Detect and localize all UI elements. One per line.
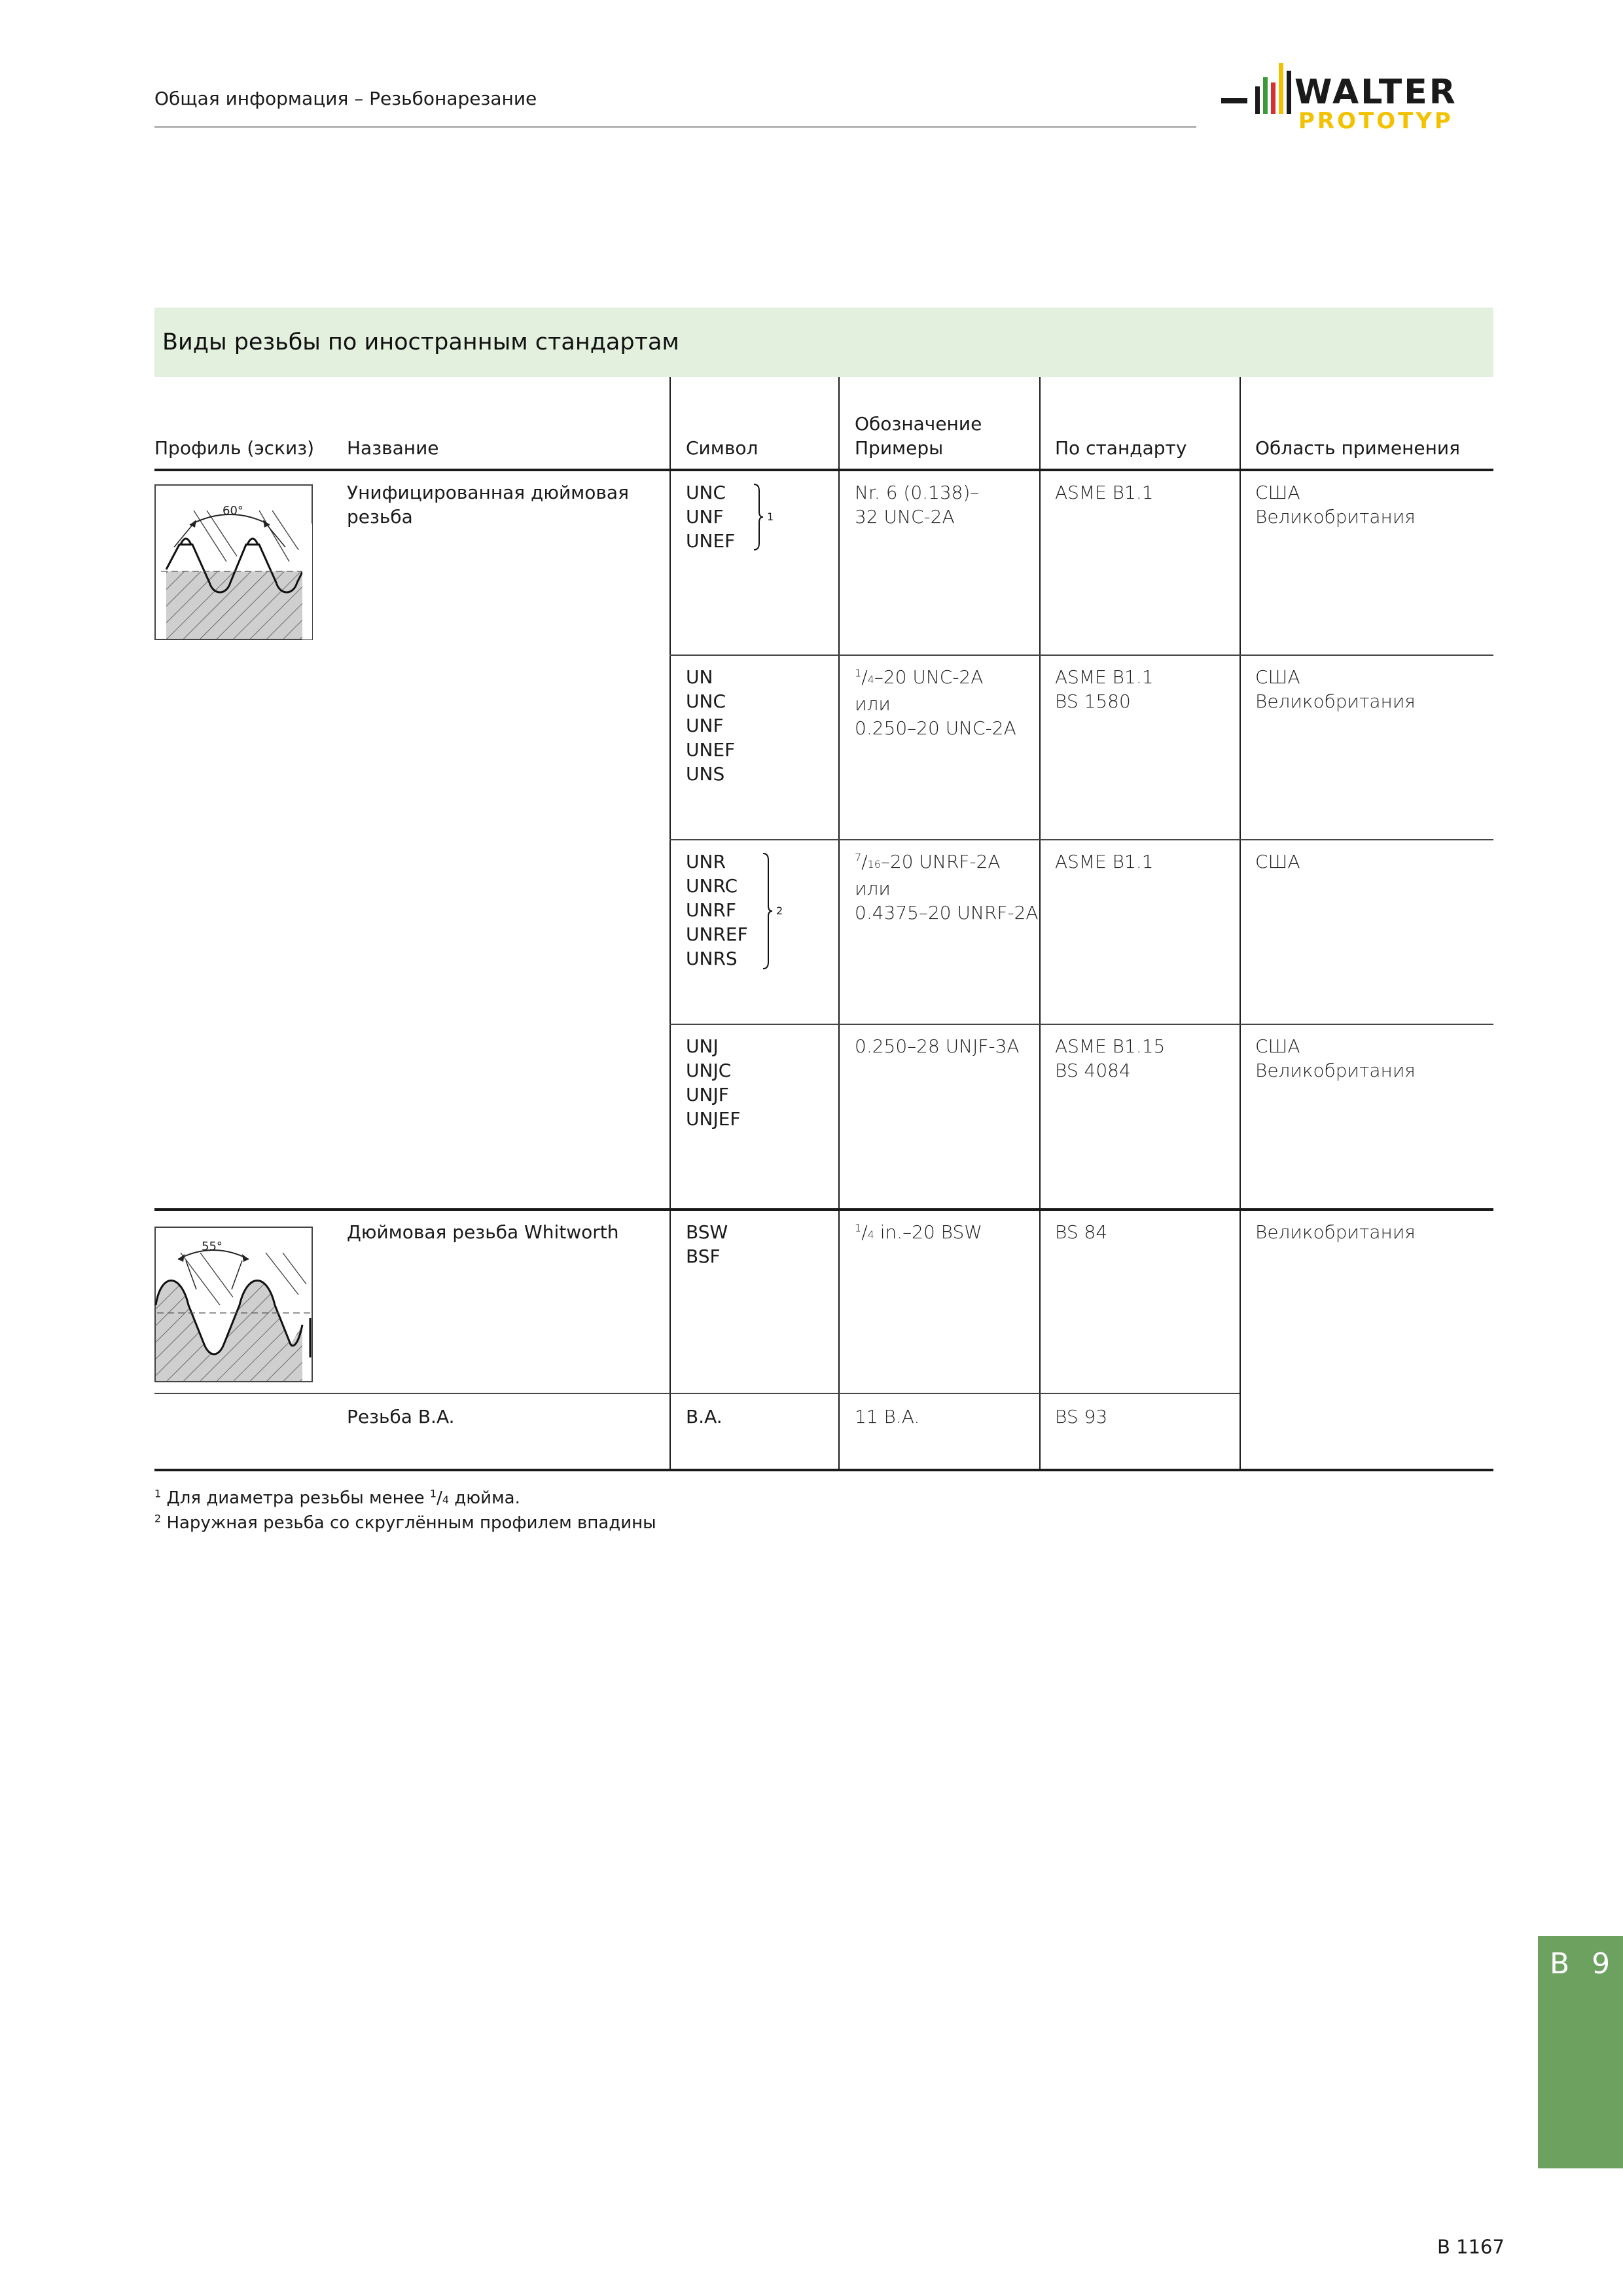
- header-divider: [154, 126, 1196, 128]
- table-bottom-rule: [154, 1469, 1493, 1471]
- row5-name: Дюймовая резьба Whitworth: [347, 1221, 619, 1243]
- row3-symbol-brace: [762, 852, 775, 970]
- col-divider-symbol: [669, 377, 671, 1470]
- footnote-1: $^1$ Для диаметра резьбы менее $^1$/4 дюйма.: [154, 1487, 520, 1508]
- row3-example: $^7$/16–20 UNRF-2A или 0.4375–20 UNRF-2A: [855, 851, 1039, 924]
- group-divider: [154, 1208, 1493, 1211]
- row4-application: США Великобритания: [1255, 1035, 1416, 1081]
- row6-standard: BS 93: [1055, 1406, 1108, 1427]
- row5-standard: BS 84: [1055, 1221, 1108, 1243]
- row6-name: Резьба B.A.: [347, 1406, 455, 1427]
- col-divider-designation: [838, 377, 840, 1470]
- row1-standard: ASME B1.1: [1055, 482, 1154, 503]
- header-standard: По стандарту: [1055, 437, 1187, 459]
- row1-symbols: UNC UNF UNEF: [686, 482, 736, 552]
- row3-standard: ASME B1.1: [1055, 851, 1154, 872]
- row3-application: США: [1255, 851, 1300, 872]
- row-divider: [154, 1393, 1240, 1394]
- row1-brace-mark: 1: [767, 511, 774, 523]
- row4-example: 0.250–28 UNJF-3A: [855, 1035, 1020, 1057]
- section-title: Виды резьбы по иностранным стандартам: [162, 329, 679, 355]
- col-divider-application: [1240, 377, 1241, 1470]
- header-symbol: Символ: [686, 437, 758, 459]
- row-divider: [669, 839, 1493, 840]
- unified-thread-profile-sketch: [154, 484, 313, 640]
- row-divider: [669, 1024, 1493, 1025]
- row6-symbols: B.A.: [686, 1406, 722, 1427]
- header-application: Область применения: [1255, 437, 1460, 459]
- row6-example: 11 B.A.: [855, 1406, 920, 1427]
- logo-main-text: WALTER: [1294, 73, 1457, 112]
- row2-standard: ASME B1.1 BS 1580: [1055, 666, 1154, 712]
- footnote-2: $^2$ Наружная резьба со скруглённым профилем впадины: [154, 1512, 656, 1533]
- row1-symbol-brace: [753, 483, 766, 551]
- breadcrumb: Общая информация – Резьбонарезание: [154, 88, 537, 109]
- row5-example: $^1$/4 in.–20 BSW: [855, 1221, 982, 1243]
- col-divider-standard: [1039, 377, 1041, 1470]
- row-divider: [669, 655, 1493, 656]
- row1-application: США Великобритания: [1255, 482, 1416, 528]
- row4-standard: ASME B1.15 BS 4084: [1055, 1035, 1166, 1081]
- header-profile: Профиль (эскиз): [154, 437, 315, 459]
- header-name: Название: [347, 437, 439, 459]
- row5-application: Великобритания: [1255, 1221, 1416, 1243]
- row3-symbols: UNR UNRC UNRF UNREF UNRS: [686, 851, 748, 969]
- row2-example: $^1$/4–20 UNC-2A или 0.250–20 UNC-2A: [855, 666, 1016, 739]
- header-designation-line1: Обозначение: [855, 413, 982, 435]
- page-number: B 1167: [1437, 2236, 1505, 2258]
- section-tab-label: B 9: [1550, 1947, 1617, 1981]
- row1-example: Nr. 6 (0.138)– 32 UNC-2A: [855, 482, 980, 528]
- header-rule: [154, 469, 1493, 471]
- row5-symbols: BSW BSF: [686, 1221, 728, 1267]
- whitworth-angle-label: 55°: [202, 1240, 223, 1253]
- unified-angle-label: 60°: [223, 504, 243, 518]
- walter-prototyp-logo: [1221, 58, 1496, 136]
- row2-application: США Великобритания: [1255, 666, 1416, 712]
- row4-symbols: UNJ UNJC UNJF UNJEF: [686, 1035, 741, 1130]
- whitworth-thread-profile-sketch: [154, 1227, 313, 1382]
- row3-brace-mark: 2: [776, 905, 783, 917]
- row1-name: Унифицированная дюймовая резьба: [347, 482, 629, 528]
- row2-symbols: UN UNC UNF UNEF UNS: [686, 666, 736, 785]
- header-designation-line2: Примеры: [855, 437, 944, 459]
- logo-sub-text: PROTOTYP: [1298, 108, 1454, 134]
